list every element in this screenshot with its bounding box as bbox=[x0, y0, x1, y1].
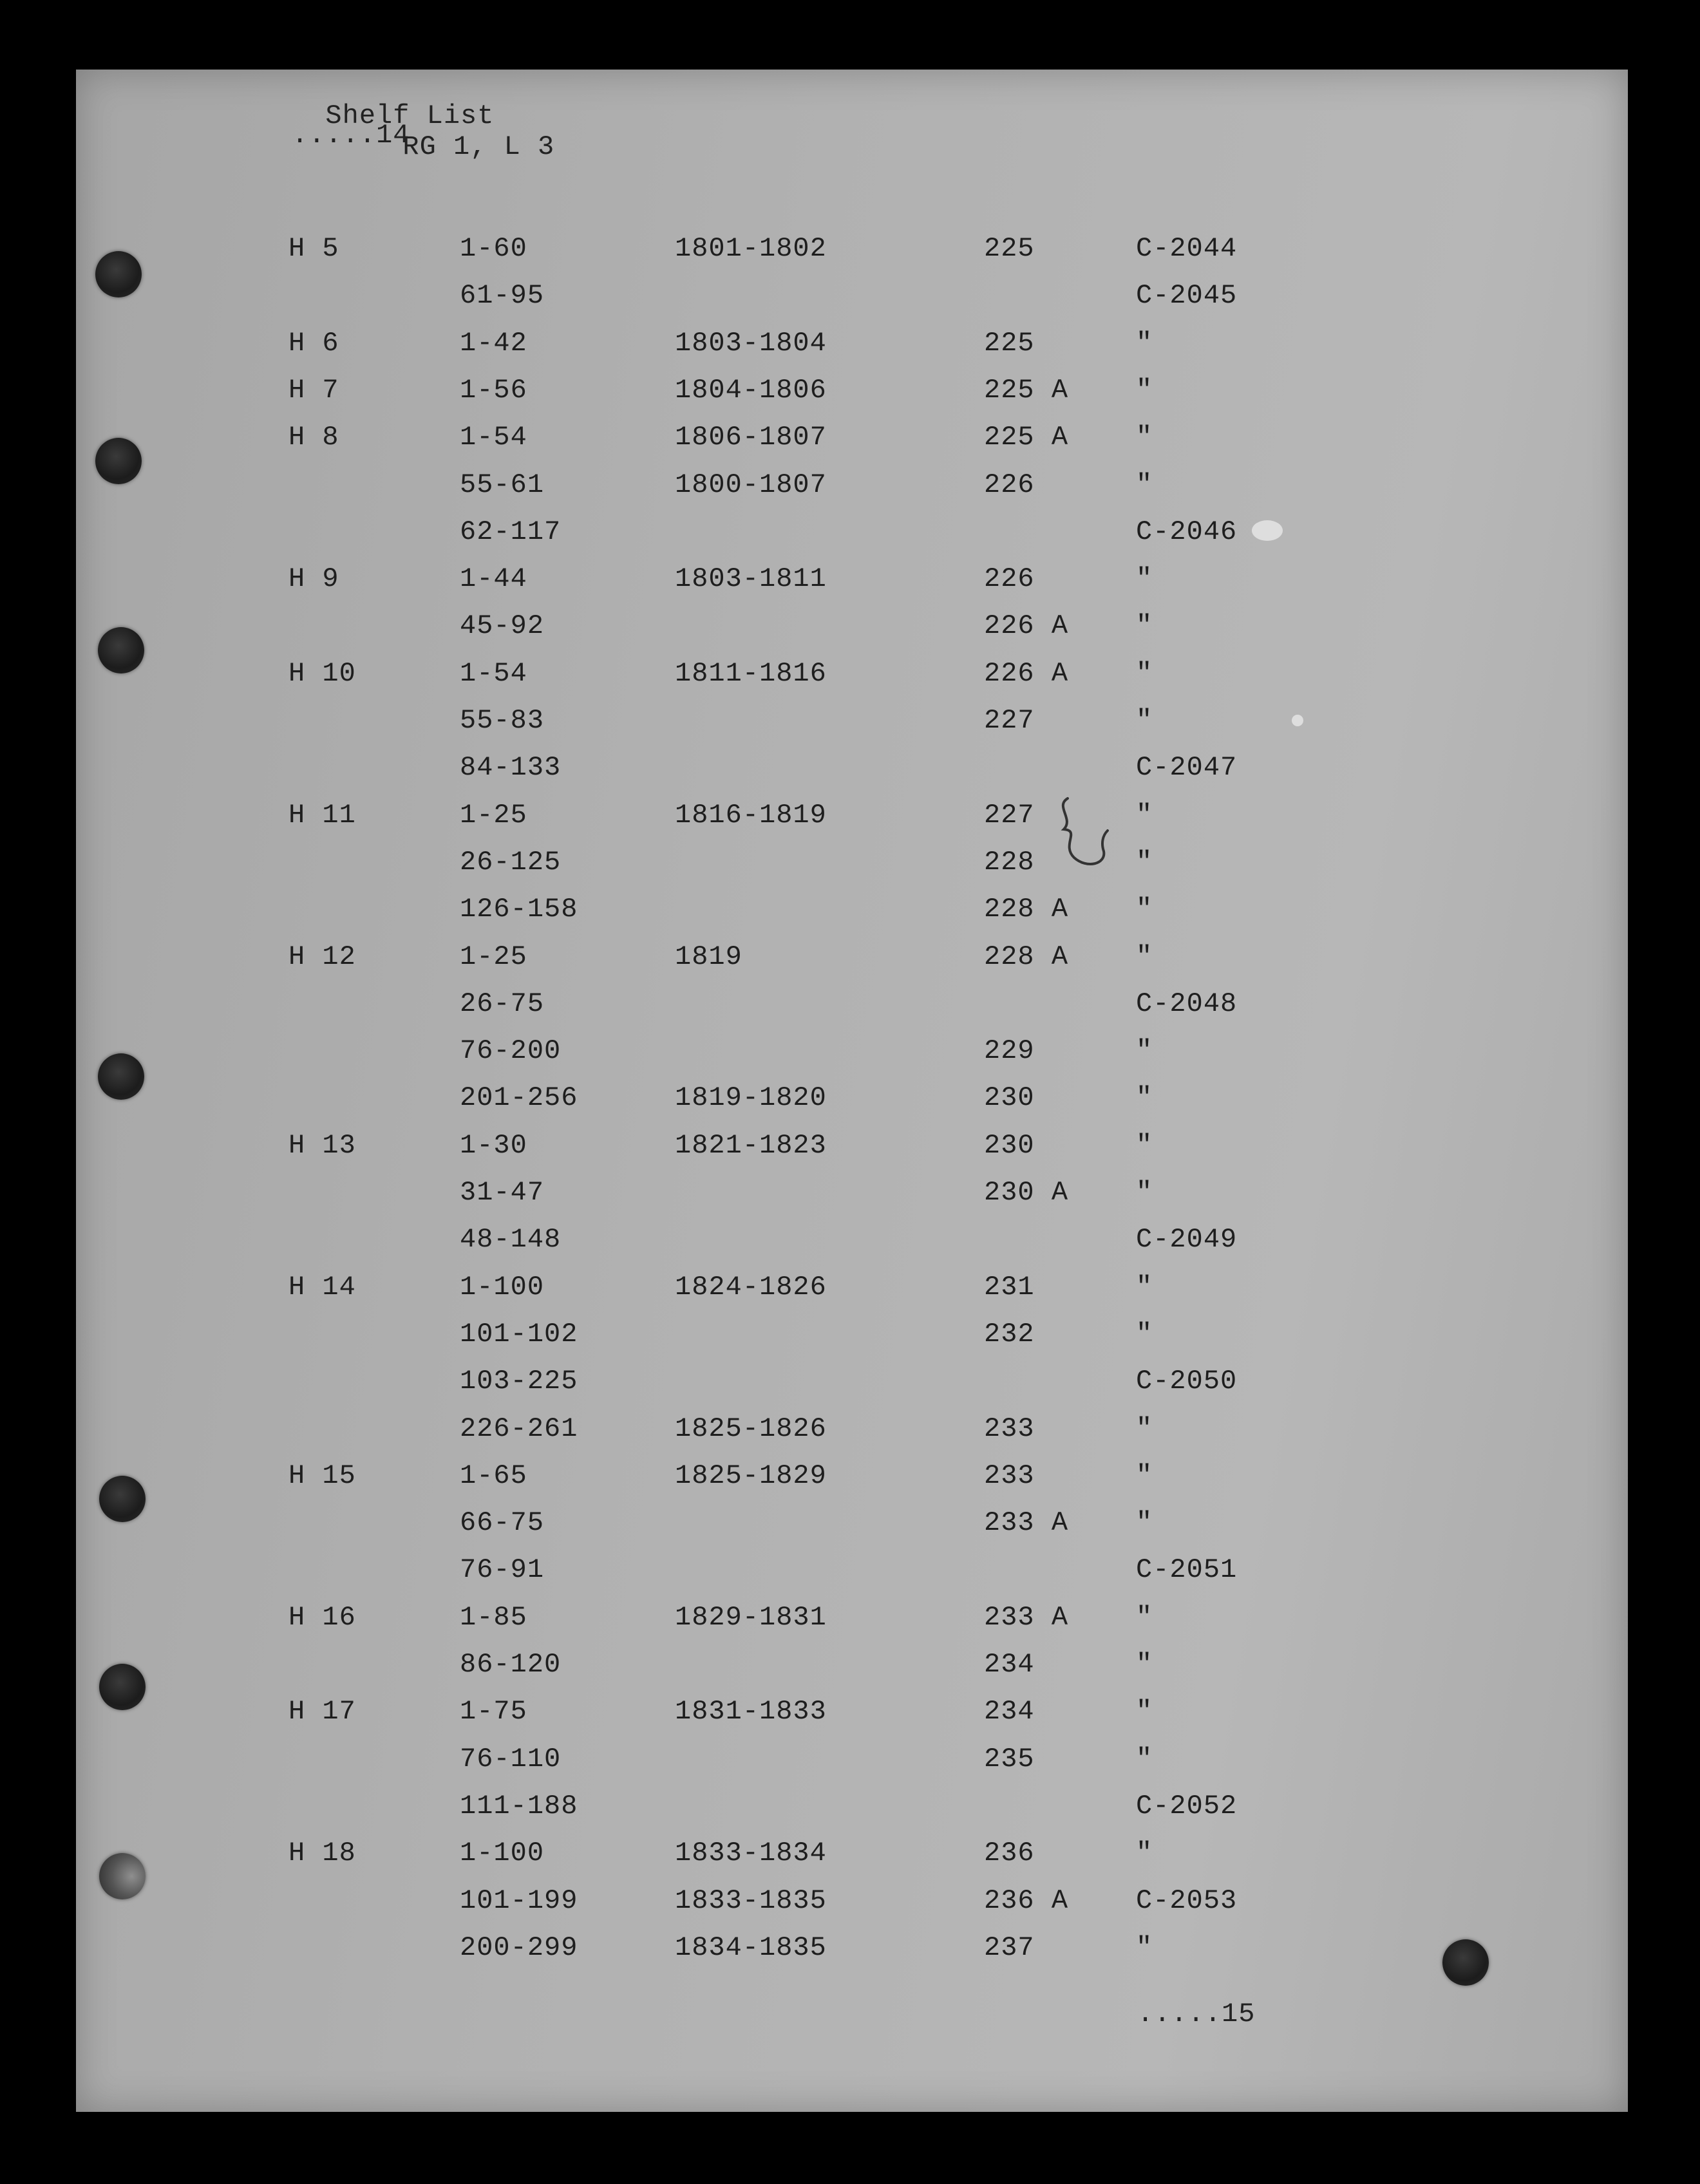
dates-cell: 1833-1835 bbox=[675, 1885, 827, 1916]
series-cell: H 13 bbox=[288, 1129, 356, 1161]
range-cell: 1-25 bbox=[460, 799, 527, 831]
table-row bbox=[0, 1224, 1700, 1271]
table-row bbox=[0, 705, 1700, 752]
table-row bbox=[0, 610, 1700, 657]
volume-cell: 226 bbox=[984, 469, 1035, 500]
dates-cell: 1803-1804 bbox=[675, 327, 827, 359]
table-row bbox=[0, 1366, 1700, 1413]
range-cell: 1-30 bbox=[460, 1129, 527, 1161]
range-cell: 26-75 bbox=[460, 988, 545, 1019]
handwritten-bracket-mark bbox=[1055, 793, 1113, 871]
series-cell: H 14 bbox=[288, 1271, 356, 1303]
reel-cell: " bbox=[1136, 1413, 1153, 1444]
range-cell: 126-158 bbox=[460, 894, 578, 925]
range-cell: 62-117 bbox=[460, 516, 562, 547]
volume-cell: 225 A bbox=[984, 422, 1069, 453]
table-row bbox=[0, 941, 1700, 988]
table-row bbox=[0, 1035, 1700, 1082]
series-cell: H 11 bbox=[288, 799, 356, 831]
table-row bbox=[0, 280, 1700, 327]
reel-cell: C-2050 bbox=[1136, 1366, 1238, 1397]
reel-cell: " bbox=[1136, 941, 1153, 972]
volume-cell: 233 bbox=[984, 1413, 1035, 1444]
dates-cell: 1806-1807 bbox=[675, 422, 827, 453]
volume-cell: 235 bbox=[984, 1743, 1035, 1774]
range-cell: 200-299 bbox=[460, 1932, 578, 1963]
range-cell: 1-85 bbox=[460, 1601, 527, 1633]
range-cell: 1-25 bbox=[460, 941, 527, 972]
series-cell: H 8 bbox=[288, 422, 339, 453]
volume-cell: 230 bbox=[984, 1129, 1035, 1161]
table-row bbox=[0, 1649, 1700, 1696]
reel-cell: C-2048 bbox=[1136, 988, 1238, 1019]
volume-cell: 226 bbox=[984, 563, 1035, 595]
volume-cell: 225 bbox=[984, 233, 1035, 264]
dates-cell: 1825-1826 bbox=[675, 1413, 827, 1444]
header-title: Shelf List bbox=[325, 100, 495, 131]
series-cell: H 6 bbox=[288, 327, 339, 359]
series-cell: H 12 bbox=[288, 941, 356, 972]
range-cell: 84-133 bbox=[460, 752, 562, 784]
reel-cell: " bbox=[1136, 1318, 1153, 1350]
volume-cell: 229 bbox=[984, 1035, 1035, 1067]
dates-cell: 1825-1829 bbox=[675, 1460, 827, 1491]
volume-cell: 228 bbox=[984, 846, 1035, 878]
dates-cell: 1811-1816 bbox=[675, 657, 827, 689]
table-row bbox=[0, 894, 1700, 941]
dates-cell: 1803-1811 bbox=[675, 563, 827, 595]
reel-cell: " bbox=[1136, 846, 1153, 878]
dates-cell: 1800-1807 bbox=[675, 469, 827, 500]
volume-cell: 225 bbox=[984, 327, 1035, 359]
dates-cell: 1831-1833 bbox=[675, 1696, 827, 1727]
table-row bbox=[0, 752, 1700, 799]
range-cell: 31-47 bbox=[460, 1177, 545, 1208]
reel-cell: C-2047 bbox=[1136, 752, 1238, 784]
table-row bbox=[0, 469, 1700, 516]
series-cell: H 15 bbox=[288, 1460, 356, 1491]
table-row bbox=[0, 516, 1700, 563]
table-row bbox=[0, 1838, 1700, 1885]
range-cell: 61-95 bbox=[460, 280, 545, 312]
table-row bbox=[0, 1319, 1700, 1366]
range-cell: 1-65 bbox=[460, 1460, 527, 1491]
volume-cell: 226 A bbox=[984, 610, 1069, 642]
series-cell: H 5 bbox=[288, 233, 339, 264]
table-row bbox=[0, 1177, 1700, 1224]
volume-cell: 226 A bbox=[984, 657, 1069, 689]
range-cell: 76-200 bbox=[460, 1035, 562, 1067]
next-page-marker: .....15 bbox=[1137, 1999, 1256, 2029]
series-cell: H 16 bbox=[288, 1601, 356, 1633]
reel-cell: " bbox=[1136, 422, 1153, 453]
volume-cell: 225 A bbox=[984, 374, 1069, 406]
volume-cell: 236 A bbox=[984, 1885, 1069, 1916]
table-row bbox=[0, 563, 1700, 610]
volume-cell: 230 bbox=[984, 1082, 1035, 1114]
range-cell: 1-44 bbox=[460, 563, 527, 595]
volume-cell: 233 bbox=[984, 1460, 1035, 1491]
reel-cell: C-2051 bbox=[1136, 1554, 1238, 1586]
reel-cell: " bbox=[1136, 327, 1153, 359]
reel-cell: C-2053 bbox=[1136, 1885, 1238, 1916]
reel-cell: " bbox=[1136, 1035, 1153, 1067]
series-cell: H 7 bbox=[288, 374, 339, 406]
dates-cell: 1834-1835 bbox=[675, 1932, 827, 1963]
reel-cell: " bbox=[1136, 1932, 1153, 1963]
dates-cell: 1821-1823 bbox=[675, 1129, 827, 1161]
range-cell: 76-110 bbox=[460, 1743, 562, 1774]
dates-cell: 1816-1819 bbox=[675, 799, 827, 831]
reel-cell: " bbox=[1136, 705, 1153, 736]
table-row bbox=[0, 1413, 1700, 1460]
previous-page-marker: .....14 bbox=[292, 120, 410, 151]
range-cell: 1-60 bbox=[460, 233, 527, 264]
series-cell: H 9 bbox=[288, 563, 339, 595]
dates-cell: 1833-1834 bbox=[675, 1838, 827, 1869]
range-cell: 1-100 bbox=[460, 1271, 545, 1303]
dates-cell: 1804-1806 bbox=[675, 374, 827, 406]
range-cell: 1-54 bbox=[460, 657, 527, 689]
range-cell: 55-61 bbox=[460, 469, 545, 500]
volume-cell: 233 A bbox=[984, 1507, 1069, 1539]
range-cell: 101-199 bbox=[460, 1885, 578, 1916]
reel-cell: " bbox=[1136, 894, 1153, 925]
table-row bbox=[0, 800, 1700, 847]
dates-cell: 1801-1802 bbox=[675, 233, 827, 264]
volume-cell: 236 bbox=[984, 1838, 1035, 1869]
reel-cell: " bbox=[1136, 1460, 1153, 1491]
table-row bbox=[0, 1744, 1700, 1791]
volume-cell: 234 bbox=[984, 1696, 1035, 1727]
volume-cell: 233 A bbox=[984, 1601, 1069, 1633]
header-record-group: RG 1, L 3 bbox=[402, 131, 555, 162]
range-cell: 226-261 bbox=[460, 1413, 578, 1444]
series-cell: H 18 bbox=[288, 1838, 356, 1869]
series-cell: H 10 bbox=[288, 657, 356, 689]
dates-cell: 1829-1831 bbox=[675, 1601, 827, 1633]
reel-cell: C-2052 bbox=[1136, 1790, 1238, 1822]
reel-cell: " bbox=[1136, 610, 1153, 642]
reel-cell: " bbox=[1136, 374, 1153, 406]
reel-cell: " bbox=[1136, 1649, 1153, 1680]
range-cell: 201-256 bbox=[460, 1082, 578, 1114]
dates-cell: 1824-1826 bbox=[675, 1271, 827, 1303]
table-row bbox=[0, 658, 1700, 705]
range-cell: 1-75 bbox=[460, 1696, 527, 1727]
table-row bbox=[0, 1602, 1700, 1649]
volume-cell: 227 bbox=[984, 705, 1035, 736]
range-cell: 1-54 bbox=[460, 422, 527, 453]
range-cell: 86-120 bbox=[460, 1649, 562, 1680]
table-row bbox=[0, 1696, 1700, 1743]
volume-cell: 232 bbox=[984, 1318, 1035, 1350]
range-cell: 76-91 bbox=[460, 1554, 545, 1586]
reel-cell: " bbox=[1136, 799, 1153, 831]
range-cell: 101-102 bbox=[460, 1318, 578, 1350]
dates-cell: 1819 bbox=[675, 941, 742, 972]
range-cell: 1-56 bbox=[460, 374, 527, 406]
reel-cell: " bbox=[1136, 1271, 1153, 1303]
reel-cell: " bbox=[1136, 1129, 1153, 1161]
reel-cell: " bbox=[1136, 1838, 1153, 1869]
volume-cell: 234 bbox=[984, 1649, 1035, 1680]
volume-cell: 237 bbox=[984, 1932, 1035, 1963]
range-cell: 45-92 bbox=[460, 610, 545, 642]
reel-cell: " bbox=[1136, 1082, 1153, 1114]
volume-cell: 228 A bbox=[984, 894, 1069, 925]
table-row bbox=[0, 1130, 1700, 1177]
table-row bbox=[0, 233, 1700, 280]
table-row bbox=[0, 988, 1700, 1035]
table-row bbox=[0, 1885, 1700, 1932]
table-row bbox=[0, 1554, 1700, 1601]
reel-cell: " bbox=[1136, 1507, 1153, 1539]
table-row bbox=[0, 422, 1700, 469]
reel-cell: " bbox=[1136, 1743, 1153, 1774]
reel-cell: C-2045 bbox=[1136, 280, 1238, 312]
table-row bbox=[0, 847, 1700, 894]
range-cell: 1-100 bbox=[460, 1838, 545, 1869]
table-row bbox=[0, 1272, 1700, 1319]
range-cell: 55-83 bbox=[460, 705, 545, 736]
range-cell: 48-148 bbox=[460, 1224, 562, 1256]
series-cell: H 17 bbox=[288, 1696, 356, 1727]
table-row bbox=[0, 1507, 1700, 1554]
table-row bbox=[0, 1932, 1700, 1979]
reel-cell: " bbox=[1136, 1601, 1153, 1633]
range-cell: 111-188 bbox=[460, 1790, 578, 1822]
volume-cell: 231 bbox=[984, 1271, 1035, 1303]
range-cell: 26-125 bbox=[460, 846, 562, 878]
table-row bbox=[0, 375, 1700, 422]
reel-cell: " bbox=[1136, 1177, 1153, 1208]
table-row bbox=[0, 1460, 1700, 1507]
volume-cell: 228 A bbox=[984, 941, 1069, 972]
range-cell: 66-75 bbox=[460, 1507, 545, 1539]
volume-cell: 230 A bbox=[984, 1177, 1069, 1208]
reel-cell: " bbox=[1136, 469, 1153, 500]
range-cell: 1-42 bbox=[460, 327, 527, 359]
reel-cell: " bbox=[1136, 563, 1153, 595]
dates-cell: 1819-1820 bbox=[675, 1082, 827, 1114]
table-row bbox=[0, 328, 1700, 375]
reel-cell: C-2044 bbox=[1136, 233, 1238, 264]
table-row bbox=[0, 1791, 1700, 1838]
table-row bbox=[0, 1082, 1700, 1129]
reel-cell: " bbox=[1136, 657, 1153, 689]
range-cell: 103-225 bbox=[460, 1366, 578, 1397]
reel-cell: C-2049 bbox=[1136, 1224, 1238, 1256]
reel-cell: " bbox=[1136, 1696, 1153, 1727]
volume-cell: 227 bbox=[984, 799, 1035, 831]
reel-cell: C-2046 bbox=[1136, 516, 1238, 547]
